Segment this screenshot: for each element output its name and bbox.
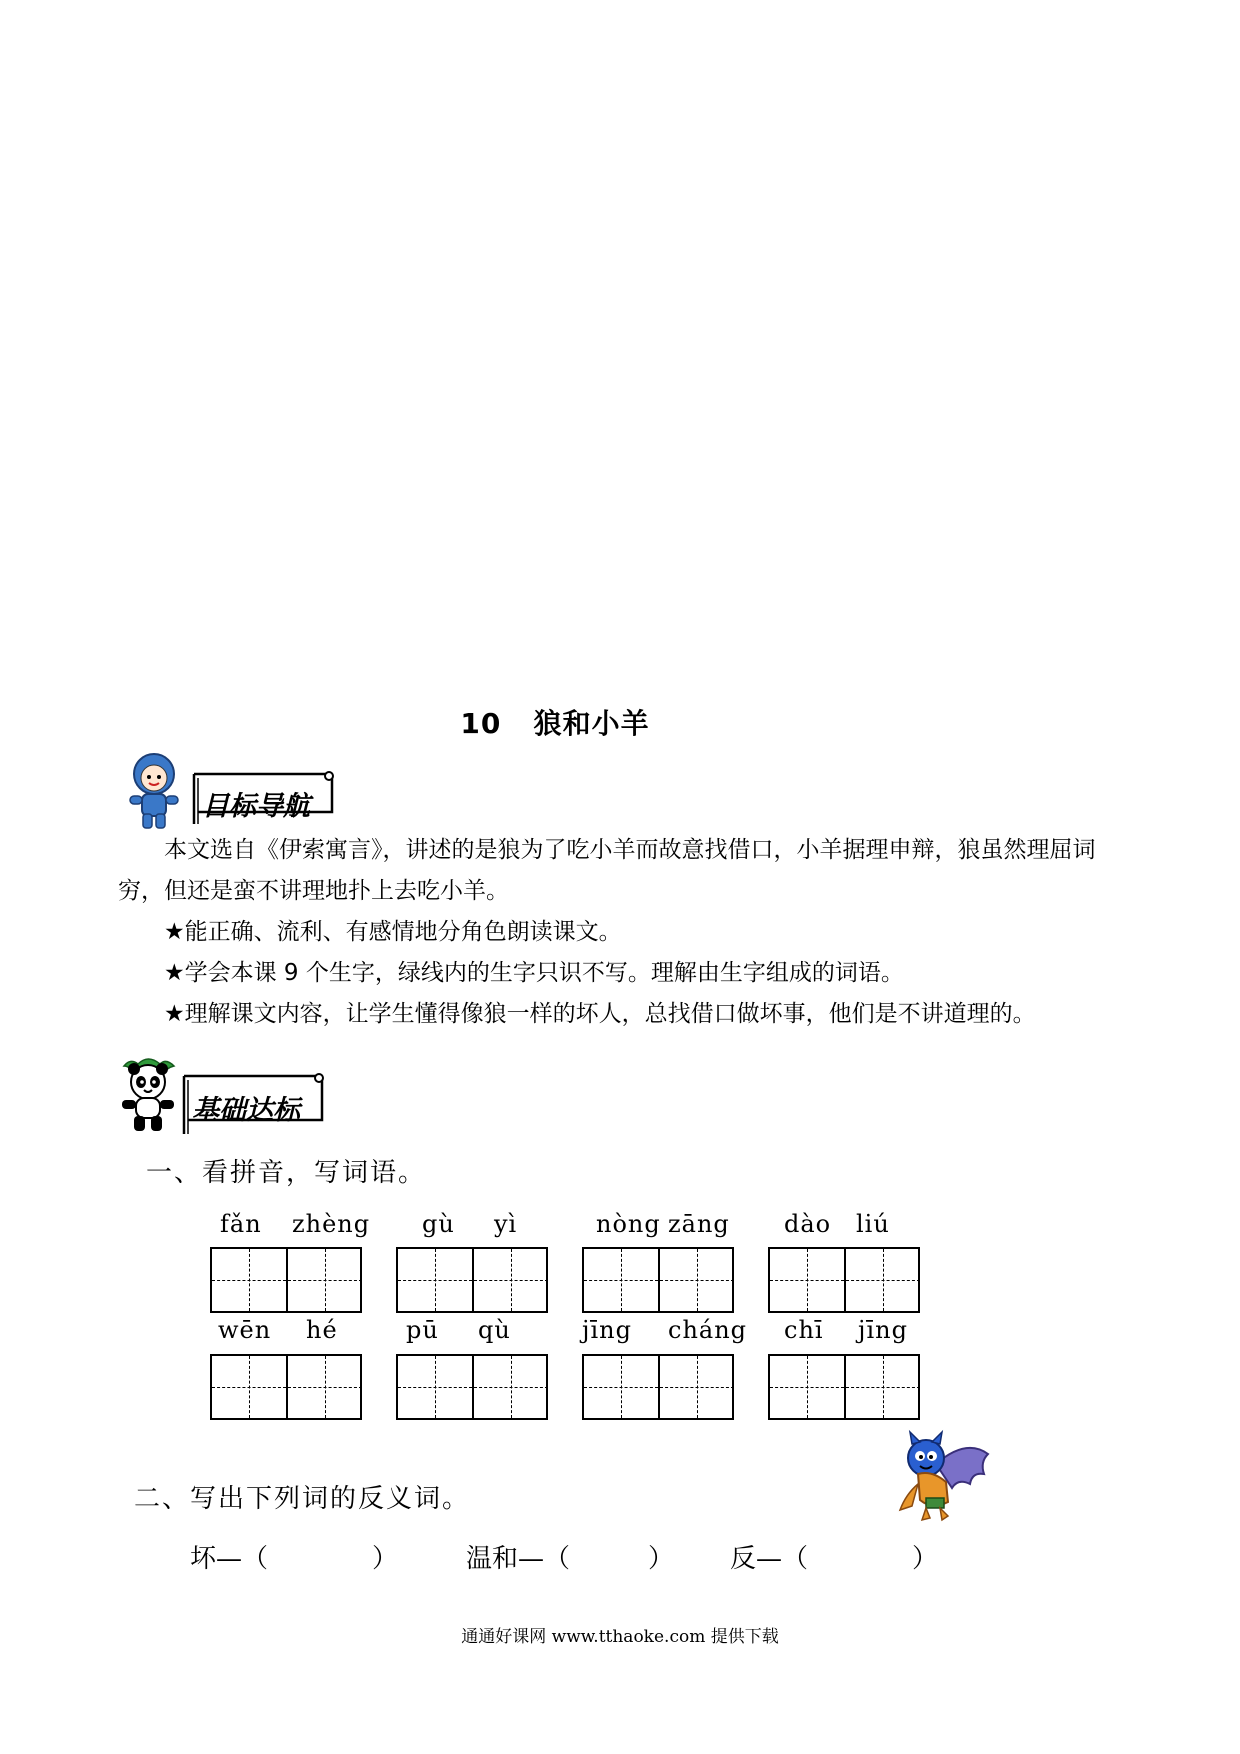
writing-grid[interactable] (768, 1247, 920, 1313)
basics-label: 基础达标 (192, 1095, 300, 1126)
mascot-bat-icon (896, 1428, 992, 1524)
writing-grid[interactable] (582, 1354, 734, 1420)
goal-item: ★能正确、流利、有感情地分角色朗读课文。 (164, 919, 622, 945)
goals-banner (186, 768, 334, 826)
pinyin-syllable: nòng (596, 1210, 661, 1238)
writing-grid[interactable] (210, 1247, 362, 1313)
lesson-number: 10 (460, 707, 502, 740)
pinyin-syllable: yì (494, 1210, 518, 1238)
pinyin-syllable: liú (856, 1210, 890, 1238)
writing-grid[interactable] (396, 1354, 548, 1420)
pinyin-syllable: zhèng (292, 1210, 371, 1238)
mascot-doll-icon (122, 748, 186, 830)
pinyin-syllable: fǎn (220, 1210, 262, 1238)
antonym-blank-bad[interactable]: 坏—（ ） (190, 1544, 399, 1574)
goals-label: 目标导航 (202, 791, 310, 822)
writing-grid[interactable] (582, 1247, 734, 1313)
antonym-blank-gentle[interactable]: 温和—（ ） (466, 1544, 675, 1574)
pinyin-syllable: zāng (668, 1210, 730, 1238)
goal-item: ★理解课文内容，让学生懂得像狼一样的坏人，总找借口做坏事，他们是不讲道理的。 (164, 1001, 1036, 1027)
pinyin-syllable: jīng (858, 1316, 908, 1344)
pinyin-syllable: gù (422, 1210, 455, 1238)
goal-item: ★学会本课 9 个生字，绿线内的生字只识不写。理解由生字组成的词语。 (164, 960, 904, 986)
lesson-name: 狼和小羊 (533, 707, 650, 740)
writing-grid[interactable] (396, 1247, 548, 1313)
pinyin-syllable: jīng (582, 1316, 632, 1344)
pinyin-syllable: qù (478, 1316, 511, 1344)
pinyin-syllable: wēn (218, 1316, 272, 1344)
basics-banner (176, 1070, 324, 1128)
mascot-panda-icon (116, 1054, 182, 1134)
pinyin-syllable: hé (306, 1316, 338, 1344)
intro-paragraph: 本文选自《伊索寓言》，讲述的是狼为了吃小羊而故意找借口，小羊据理申辩，狼虽然理屈词穷，但还是蛮不讲理地扑上去吃小羊。 (118, 837, 1096, 904)
lesson-title (0, 702, 1110, 742)
question-2-title: 二、写出下列词的反义词。 (134, 1484, 471, 1514)
page-footer: 通通好课网 www.tthaoke.com 提供下载 (461, 1627, 779, 1647)
writing-grid[interactable] (210, 1354, 362, 1420)
pinyin-syllable: chī (784, 1316, 824, 1344)
pinyin-syllable: dào (784, 1210, 832, 1238)
pinyin-syllable: pū (406, 1316, 439, 1344)
question-1-title: 一、看拼音，写词语。 (146, 1158, 427, 1188)
antonym-blank-reverse[interactable]: 反—（ ） (730, 1544, 939, 1574)
writing-grid[interactable] (768, 1354, 920, 1420)
pinyin-syllable: cháng (668, 1316, 748, 1344)
